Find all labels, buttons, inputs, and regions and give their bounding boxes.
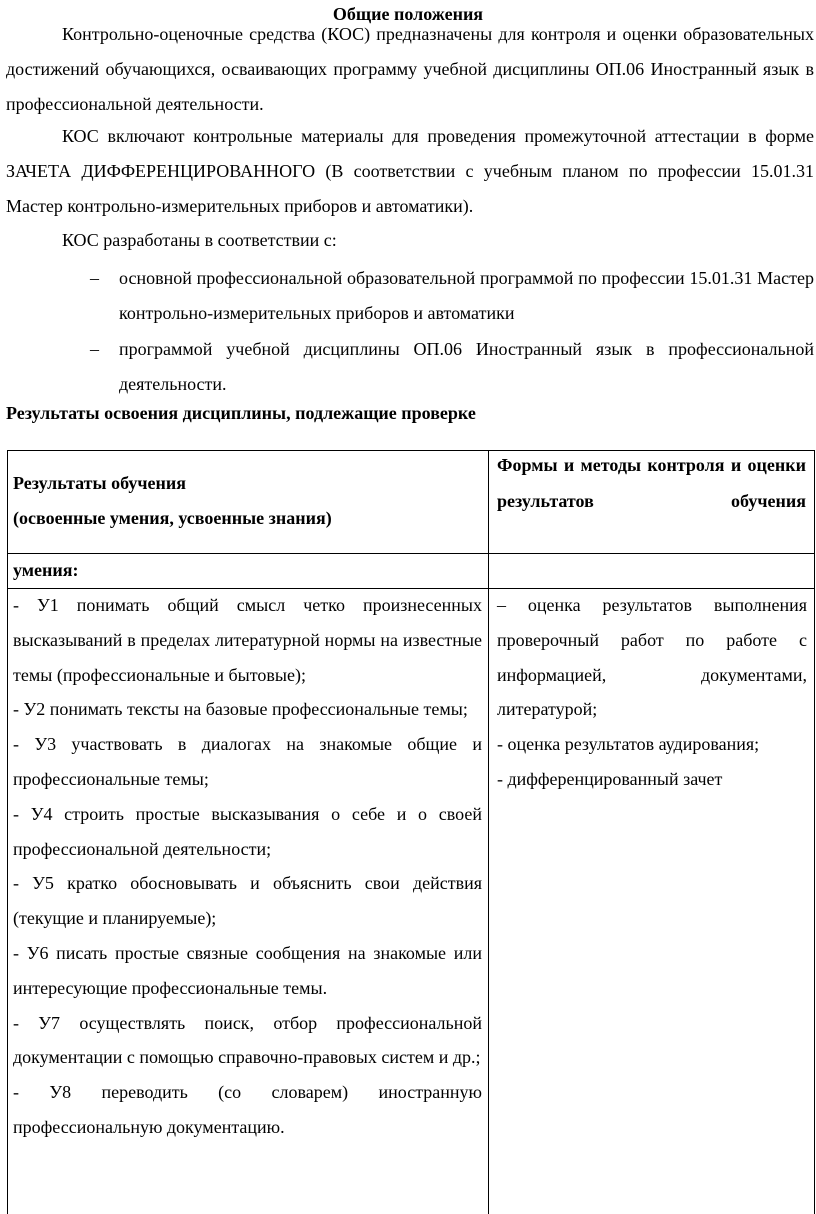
page-title: Общие положения <box>332 4 484 24</box>
list-item-text: основной профессиональной образовательной программой по профессии 15.01.31 Мастер контрольно-измерительных приборов и автоматики <box>119 268 814 323</box>
method-item: - оценка результатов аудирования; <box>497 734 760 755</box>
intro-paragraph-3: КОС разработаны в соответствии с: <box>62 230 337 250</box>
skill-item: - У5 кратко обосновывать и объяснить свои действия (текущие и планируемые); <box>13 873 482 929</box>
header-results-title: Результаты обучения <box>13 473 187 493</box>
skill-item: - У8 переводить (со словарем) иностранную профессиональную документацию. <box>13 1082 482 1137</box>
intro-paragraph-1: Контрольно-оценочные средства (КОС) предназначены для контроля и оценки образовательных достижений обучающихся, осваивающих программу учебной дисциплины ОП.06 Иностранный язык в профессиональной деятельности. <box>6 24 814 114</box>
list-item-text: программой учебной дисциплины ОП.06 Иностранный язык в профессиональной деятельности. <box>119 339 814 394</box>
section-heading: Результаты освоения дисциплины, подлежащие проверке <box>6 403 476 423</box>
table-header-methods: Формы и методы контроля и оценки результатов обучения <box>497 455 806 511</box>
skill-item: - У6 писать простые связные сообщения на знакомые или интересующие профессиональные темы. <box>13 942 482 998</box>
methods-list <box>497 588 807 797</box>
table-group-label: умения: <box>13 560 79 580</box>
table-row-divider <box>8 553 814 554</box>
skill-item: - У2 понимать тексты на базовые профессиональные темы; <box>13 699 468 720</box>
skill-item: - У4 строить простые высказывания о себе и о своей профессиональной деятельности; <box>13 803 482 859</box>
list-bullet: – <box>90 339 99 359</box>
intro-paragraph-2: КОС включают контрольные материалы для проведения промежуточной аттестации в форме ЗАЧЕТА ДИФФЕРЕНЦИРОВАННОГО (В соответствии с учебным планом по профессии 15.01.31 Мастер контрольно-измерительных приборов и автоматики). <box>6 126 814 216</box>
list-bullet: – <box>90 268 99 288</box>
skill-item: - У7 осуществлять поиск, отбор профессиональной документации с помощью справочно-правовых систем и др.; <box>13 1012 482 1068</box>
table-header-results <box>13 466 483 536</box>
skill-item: - У3 участвовать в диалогах на знакомые общие и профессиональные темы; <box>13 734 482 789</box>
skills-list <box>13 588 482 1145</box>
method-item: - дифференцированный зачет <box>497 768 723 789</box>
table-column-divider <box>488 451 489 1214</box>
method-item: – оценка результатов выполнения проверочный работ по работе с информацией, документами, литературой; <box>497 595 807 720</box>
skill-item: - У1 понимать общий смысл четко произнесенных высказываний в пределах литературной нормы на известные темы (профессиональные и бытовые); <box>13 595 482 685</box>
results-table <box>7 450 815 1214</box>
header-results-subtitle: (освоенные умения, усвоенные знания) <box>13 508 332 528</box>
